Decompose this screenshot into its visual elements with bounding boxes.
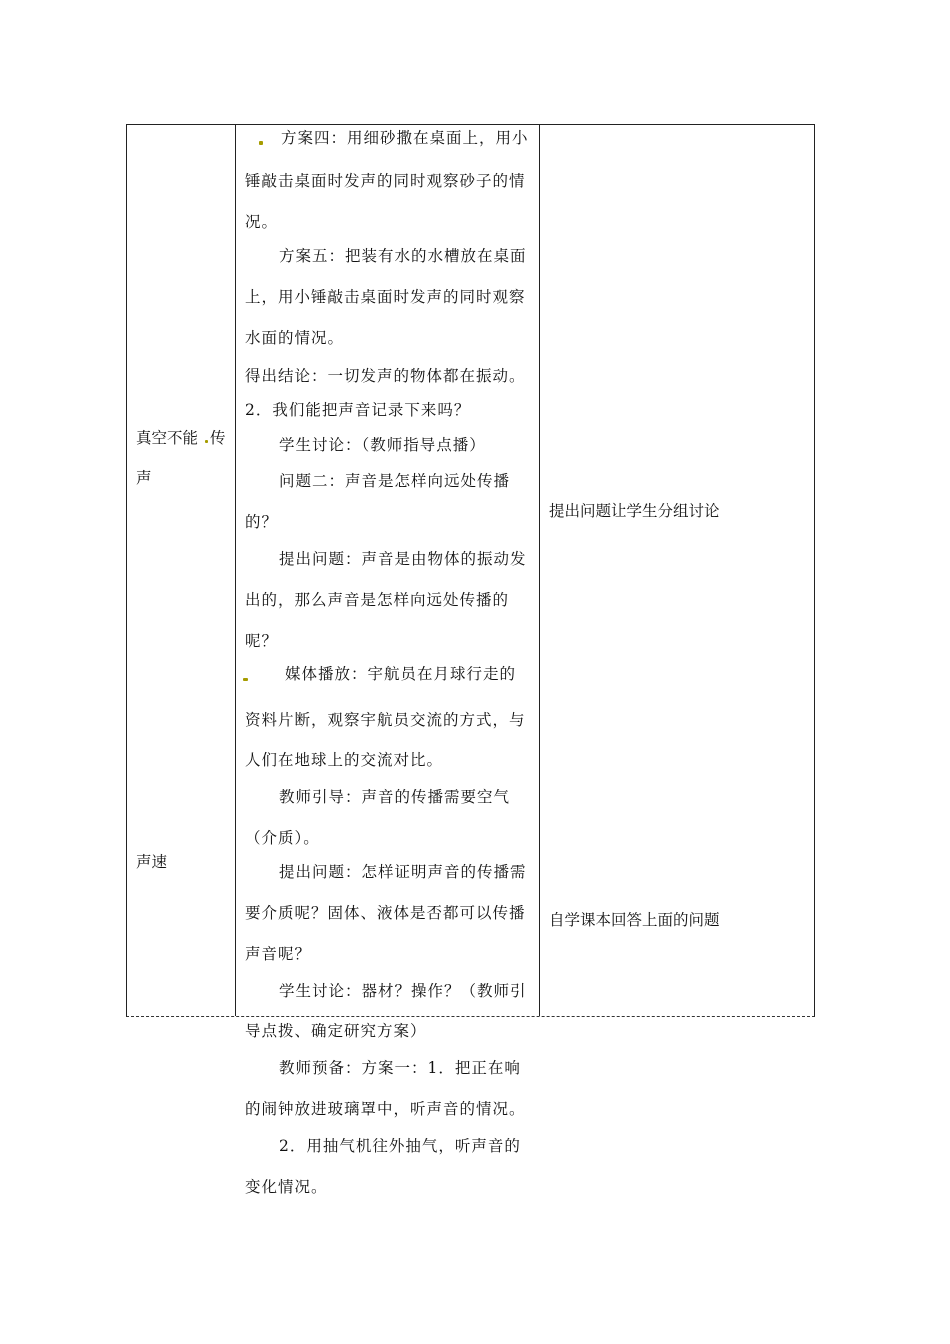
content-line: 声音呢？ bbox=[245, 945, 312, 963]
content-line: 要介质呢？固体、液体是否都可以传播 bbox=[245, 904, 526, 922]
section-label-vacuum: 真空不能 bbox=[136, 429, 199, 447]
column-divider-2 bbox=[539, 125, 540, 1016]
content-line: 方案五：把装有水的水槽放在桌面 bbox=[279, 247, 527, 265]
content-line: 教师预备：方案一：1．把正在响 bbox=[279, 1059, 521, 1077]
content-line: 呢？ bbox=[245, 632, 279, 650]
content-line: 教师引导：声音的传播需要空气 bbox=[279, 788, 511, 806]
content-line: 媒体播放：宇航员在月球行走的 bbox=[285, 665, 517, 683]
content-line: 上，用小锤敲击桌面时发声的同时观察 bbox=[245, 288, 526, 306]
teacher-note-self-study: 自学课本回答上面的问题 bbox=[549, 911, 720, 929]
content-line: 2．用抽气机往外抽气，听声音的 bbox=[279, 1137, 521, 1155]
content-line: 资料片断，观察宇航员交流的方式，与 bbox=[245, 711, 526, 729]
content-line: 提出问题：声音是由物体的振动发 bbox=[279, 550, 527, 568]
section-label-vacuum-cont: 传 bbox=[210, 429, 226, 447]
content-line: 水面的情况。 bbox=[245, 329, 345, 347]
bullet-icon bbox=[259, 141, 263, 145]
teacher-note-discussion: 提出问题让学生分组讨论 bbox=[549, 502, 720, 520]
content-line: 人们在地球上的交流对比。 bbox=[245, 751, 444, 769]
bullet-icon bbox=[243, 678, 248, 681]
content-line: 变化情况。 bbox=[245, 1178, 328, 1196]
content-line: 问题二：声音是怎样向远处传播 bbox=[279, 472, 511, 490]
bullet-icon bbox=[205, 440, 208, 443]
content-line: 得出结论：一切发声的物体都在振动。 bbox=[245, 367, 526, 385]
content-line: （介质）。 bbox=[245, 829, 320, 847]
content-line: 出的，那么声音是怎样向远处传播的 bbox=[245, 591, 510, 609]
column-divider-1 bbox=[235, 125, 236, 1016]
section-label-vacuum-line2: 声 bbox=[136, 469, 152, 487]
content-line: 学生讨论：（教师指导点播） bbox=[279, 436, 486, 454]
section-label-speed: 声速 bbox=[136, 853, 168, 871]
content-line: 导点拨、确定研究方案） bbox=[245, 1022, 427, 1040]
content-line: 况。 bbox=[245, 213, 279, 231]
content-line: 的闹钟放进玻璃罩中，听声音的情况。 bbox=[245, 1100, 526, 1118]
content-line: 学生讨论：器材？操作？（教师引 bbox=[279, 982, 527, 1000]
content-line: 提出问题：怎样证明声音的传播需 bbox=[279, 863, 527, 881]
content-line: 方案四：用细砂撒在桌面上，用小 bbox=[281, 129, 529, 147]
content-line: 2．我们能把声音记录下来吗？ bbox=[245, 401, 471, 419]
content-line: 的？ bbox=[245, 513, 279, 531]
content-line: 锤敲击桌面时发声的同时观察砂子的情 bbox=[245, 172, 526, 190]
